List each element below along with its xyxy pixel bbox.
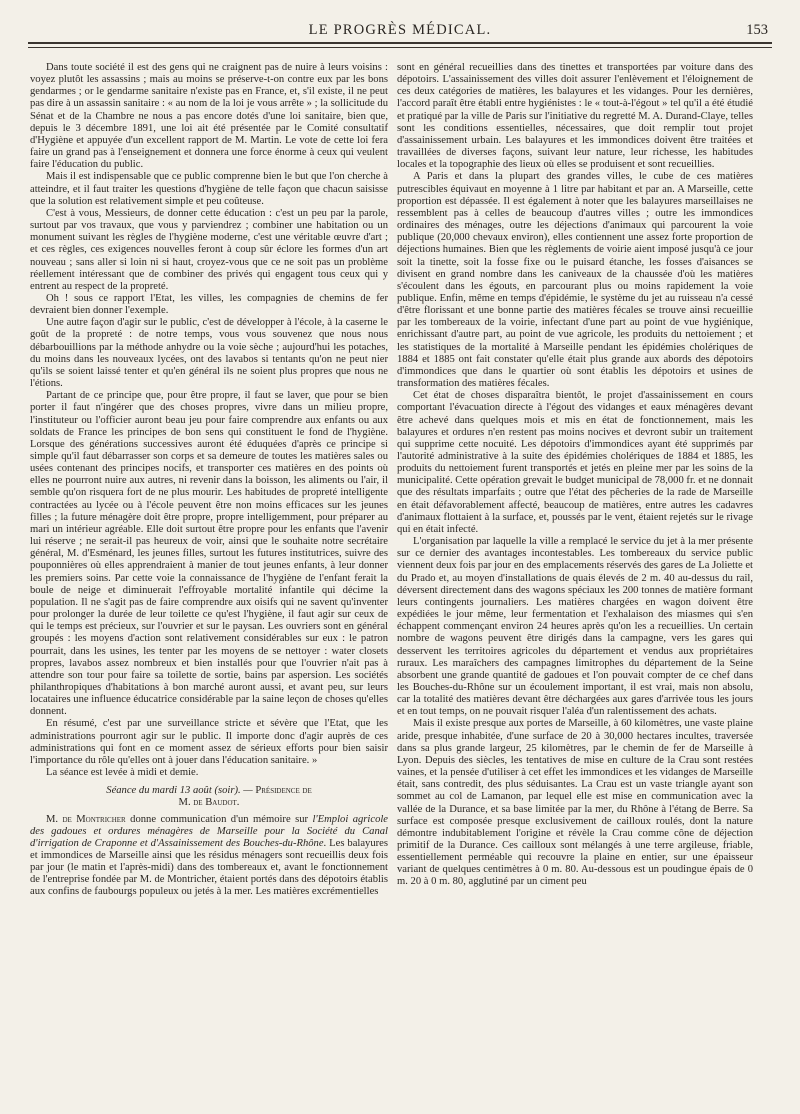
paragraph: Cet état de choses disparaîtra bientôt, le projet d'assainissement en cours comportant l'évacuation directe à l'égout des vidanges et eaux ménagères devant être achevé dans quelques mois et mis en état de fonctionnement, mais les balayures et ordures n'en restent pas moins nocives et devront subir un traitement qui supprime cette nocuité. Les dépotoirs d'immondices ayant été supprimés par l'autorité administrative à la suite des épidémies cholériques de 1884 et 1885, les produits du nettoiement furent transportés et jetés en pleine mer par les soins de la municipalité. Cette opération grevait le budget municipal de 78,000 fr. et ne donnait que des résultats imparfaits ; outre que l'état des pêcheries de la rade de Marseille en était défavorablement affecté, beaucoup de matières, entre autres les cadavres d'animaux flottaient à la surface, et, poussés par le vent, étaient rejetés sur le rivage qui en était infecté. <box>397 390 753 535</box>
session-president: M. de Baudot. <box>178 797 240 809</box>
header-rule-thin <box>28 47 772 48</box>
header-rule-thick <box>28 42 772 44</box>
paragraph: La séance est levée à midi et demie. <box>46 767 199 779</box>
session-presidence: Présidence de <box>255 785 312 797</box>
paragraph <box>30 814 388 899</box>
paragraph-text: . Les balayures et immondices de Marseille ainsi que les résidus ménagers sont recueillis deux fois par jour (le matin et l'après-midi) dans des tombereaux et, avant le fonctionnement de l'entreprise fondée par M. de Montricher, étaient portés dans des dépotoirs établis aux confins de faubourgs populeux ou jetés à la mer. Les matières excrémentielles <box>30 837 388 898</box>
paragraph: L'organisation par laquelle la ville a remplacé le service du jet à la mer présente sur ce dernier des avantages incontestables. Les tombereaux du service public viennent deux fois par jour en des emplacements réservés des gares de La Joliette et du Prado et, au moyen d'installations de quais élevés de 2 m. 40 au-dessus du rail, déversent directement dans des wagons spéciaux les 200 tonnes de matière formant leurs contingents journaliers. Les matières chargées en wagon doivent être expédiées le jour même, leur fermentation et l'exhalaison des miasmes qui s'en échappent commençant environ 24 heures après qu'on les a recueillies. Un certain nombre de wagons peuvent être dirigés dans la campagne, vers les gares qui desservent les territoires agricoles du département et vendus aux propriétaires ruraux. Les maraîchers des campagnes limitrophes du département de la Seine absorbent une grande quantité de gadoues et l'on pouvait compter de ce chef dans les Bouches-du-Rhône sur un écoulement important, il est vrai, mais non absolu, car la totalité des matières devant être déchargées aux gares d'arrivée tous les jours et en tout temps, on ne pouvait risquer l'aléa d'un ralentissement des achats. <box>397 536 753 718</box>
running-header <box>28 22 772 40</box>
page-number: 153 <box>746 22 768 38</box>
paragraph: C'est à vous, Messieurs, de donner cette éducation : c'est un peu par la parole, surtout par vos travaux, que vous y parviendrez ; combiner une habitation ou un monument suivant les règles de l'hygiène moderne, c'est une véritable œuvre d'art ; et ces règles, ces exigences nouvelles feront à coup sûr éclore les formes d'un art nouveau ; sans aller si loin ni si haut, croyez-vous que ce ne soit pas un problème réellement intéressant que de combiner des privés qui engagent tous ceux qui y entrent au respect de la propreté. <box>30 207 388 292</box>
left-column <box>30 62 388 899</box>
paragraph: Une autre façon d'agir sur le public, c'est de développer à l'école, à la caserne le goût de la propreté : de notre temps, vous vous souvenez que nous nous débarbouillions par la méthode anhydre ou la voie sèche ; aujourd'hui les potaches, du moins dans les nouveaux lycées, ont des lavabos si tentants qu'on ne peut nier qu'ils se soient laissé tenter et qu'en général ils ne soient plus propres que nous ne l'étions. <box>30 317 388 390</box>
paragraph: Mais il existe presque aux portes de Marseille, à 60 kilomètres, une vaste plaine aride, presque inhabitée, d'une surface de 20 à 30,000 hectares incultes, traversée dans sa plus grande largeur, 25 kilomètres, par le chemin de fer de Marseille à Lyon. Depuis des siècles, les tentatives de mise en culture de la Crau sont restées vaines, et la pensée d'utiliser à cet effet les immondices et les vidanges de Marseille était, sans contredit, des plus séduisantes. La Crau est un vaste triangle ayant son sommet au col de Lamanon, par lequel elle est mise en communication avec la vallée de la Durance, et sa base limitée par la mer, du Rhône à l'étang de Berre. Sa surface est composée presque exclusivement de cailloux roulés, dont la nature démontre indubitablement l'origine et révèle la Crau comme cône de déjection primitif de la Durance. Ces cailloux sont mélangés à une terre argileuse, friable, essentiellement perméable qui recouvre la plaine en entier, sur une épaisseur variant de quelques centimètres à 0 m. 80. Au-dessous est un poudingue épais de 0 m. 20 à 0 m. 80, agglutiné par un ciment peu <box>397 718 753 888</box>
paragraph: Dans toute société il est des gens qui ne craignent pas de nuire à leurs voisins : voyez plutôt les assassins ; mais au moins se préserve-t-on contre eux par les bons gendarmes ; or le gendarme sanitaire n'existe pas en France, et, s'il existe, il ne peut pas dire à un assassin sanitaire : « au nom de la loi je vous arrête » ; la sollicitude du Sénat et de la Chambre ne nous a pas encore dotés d'une loi sanitaire, bien que, depuis le 3 décembre 1891, une loi ait été présentée par le Comité consultatif d'Hygiène et appuyée d'un excellent rapport de M. Martin. Le vote de cette loi fera faire un grand pas à l'enseignement et donnera une force énorme à ceux qui veulent faire l'éducation du public. <box>30 62 388 171</box>
paragraph: Oh ! sous ce rapport l'Etat, les villes, les compagnies de chemins de fer devraient bien donner l'exemple. <box>30 292 388 317</box>
speaker-name: M. de Montricher <box>46 813 126 825</box>
paragraph: Mais il est indispensable que ce public comprenne bien le but que l'on cherche à atteindre, et il faut traiter les questions d'hygiène de telle façon que chacun saisisse que la solution est relativement simple et peu coûteuse. <box>30 171 388 207</box>
paragraph: Partant de ce principe que, pour être propre, il faut se laver, que pour se bien porter il faut n'ingérer que des choses propres, vivre dans un milieu propre, l'instituteur ou l'officier auront beau jeu pour faire comprendre aux enfants ou aux soldats de France les principes de bon sens qui constituent le fond de l'hygiène. Lorsque des générations successives auront été éduquées d'après ce principe si simple qu'il faut débarrasser son corps et sa demeure de toutes les matières sales ou usées contenant des principes nocifs, et transporter ces matières en des points où elles ne pourront nuire aux autres, ni revenir dans la boisson, les aliments ou l'air, il semble qu'on risquera fort de ne plus mourir. Les habitudes de propreté intelligente contractées au lycée ou à l'école peuvent être non moins efficaces sur les jeunes filles ; la future ménagère doit être propre, propre intelligemment, pour préparer au mari un intérieur agréable. Elle doit surtout être propre pour les enfants que l'avenir lui réserve ; ne serait-il pas heureux de voir, ainsi que le souhaite notre secrétaire général, M. d'Esménard, les jeunes filles, surtout les futures institutrices, suivre des pouponnières où elles apprendraient à manier de tout jeunes enfants, à leur donner les premiers soins. Par cette voie la connaissance de l'hygiène de l'enfant ferait la boule de neige et diminuerait l'effroyable mortalité infantile qui décime la population. Il ne s'agit pas de faire comprendre aux oisifs qui ne savent qu'inventer pour prolonger la durée de leur toilette ce qu'est l'hygiène, il faut agir sur ceux de qui le temps est précieux, sur l'ouvrier et sur le paysan. Les ouvriers sont en général groupés : les moyens d'action sont relativement considérables sur eux : le patron pourrait, dans les usines, les tenter par les moyens de se nettoyer : water closets propres, lavabos assez nombreux et bien installés pour que l'ouvrier n'ait pas à attendre son tour pour faire sa toilette de sortie, bains par aspersion. Les sociétés philanthropiques d'habitations à bon marché auront aussi, et avant peu, sur leurs locataires une influence éducatrice considérable par la saine leçon de choses qu'elles donnent. <box>30 390 388 718</box>
memoir-title: l'Emploi agricole des gadoues et ordures ménagères de Marseille pour la Société du Canal d'irrigation de Craponne et d'Assainissement des Bouches-du-Rhône <box>30 813 389 849</box>
paragraph: En résumé, c'est par une surveillance stricte et sévère que l'Etat, que les administrations pourront agir sur le public. Il importe donc d'agir auprès de ces administrations qui font en ce moment assez de sérieux efforts pour bien saisir l'importance du rôle qu'elles ont à jouer dans l'éducation sanitaire. » <box>30 718 388 766</box>
paragraph-text: donne communication d'un mémoire sur <box>125 813 313 825</box>
paragraph: sont en général recueillies dans des tinettes et transportées par voiture dans des dépotoirs. L'assainissement des villes doit assurer l'enlèvement et l'éloignement de ces deux catégories de matières, les balayures et les vidanges. Pour les dernières, l'accord paraît être établi entre hygiénistes : le « tout-à-l'égout » tel qu'il a été étudié et pratiqué par la ville de Paris sur l'initiative du regretté M. A. Durand-Claye, telles sont les conditions essentielles, nécessaires, que doit remplir tout projet d'assainissement urbain. Les balayures et les immondices doivent être traitées et travaillées de diverses façons, suivant leur nature, leur richesse, les habitudes locales et la topographie des lieux où elles se produisent et sont recueillies. <box>397 62 753 171</box>
session-heading <box>30 785 388 797</box>
session-date: Séance du mardi 13 août (soir). — <box>106 785 253 797</box>
paragraph: A Paris et dans la plupart des grandes villes, le cube de ces matières putrescibles équivaut en moyenne à 1 litre par habitant et par an. A Marseille, cette proportion est dépassée. Il est également à noter que les balayures marseillaises ne ressemblent pas à celles de beaucoup d'autres villes ; outre les immondices ordinaires des ménages, outre les déjections d'animaux qui parcourent la voie publique (20,000 chevaux environ), elles contiennent une assez forte proportion de déjections humaines. Bien que les règlements de voirie aient imposé jusqu'à ce jour soit la tinette, soit la fosse fixe ou le puisard étanche, les fosses d'aisances se divisent en grand nombre dans les caniveaux de la chaussée d'où les matières s'écoulent dans les égouts, en parcourant plus ou moins rapidement la voie publique. Enfin, même en temps d'épidémie, le système du jet au ruisseau n'a cessé d'être florissant et une bonne partie des matières fécales se trouve ainsi recueillie par les tombereaux de la voirie, infectant d'une part au point de vue hygiénique, enrichissant d'autre part, au point de vue agricole, les produits du nettoiement ; et les statistiques de la mortalité à Marseille pendant les épidémies cholériques de 1884 et 1885 ont fait constater qu'elle était plus grande aux abords des dépotoirs d'immondices que dans le quartier où sont établis les dépotoirs et usines de transformation des matières fécales. <box>397 171 753 390</box>
right-column <box>397 62 753 889</box>
journal-title: LE PROGRÈS MÉDICAL. <box>308 22 492 38</box>
